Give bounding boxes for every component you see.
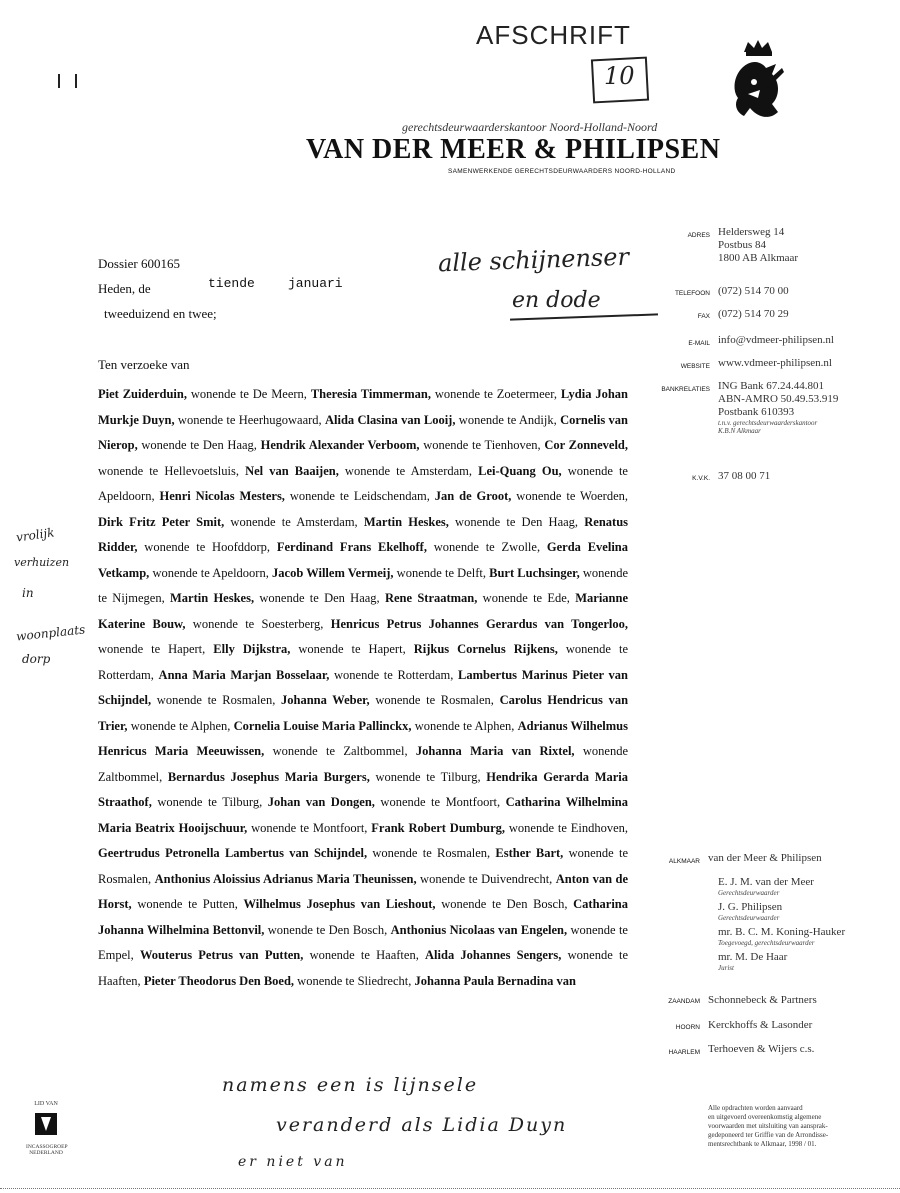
requester-name: Gerda Evelina Vetkamp, (98, 540, 629, 580)
requester-residence: wonende te Montfoort, (247, 820, 372, 835)
requester-name: Bernardus Josephus Maria Burgers, (167, 769, 370, 784)
firm-name: VAN DER MEER & PHILIPSEN (306, 134, 721, 165)
requester-name: Ferdinand Frans Ekelhoff, (276, 540, 427, 554)
logo-caption: INCASSOGROEP (26, 1144, 68, 1150)
bank-value (718, 380, 838, 435)
requester-name: Hendrika Gerarda Maria Straathof, (98, 769, 629, 809)
hoorn-label: HOORN (675, 1024, 700, 1031)
margin-note: in (22, 586, 34, 600)
incassogroep-logo (26, 1100, 66, 1156)
requester-name: Piet Zuiderduin, (98, 387, 187, 401)
footer-terms (708, 1104, 858, 1149)
requester-name: Carolus Hendricus van Trier, (98, 693, 629, 733)
scan-edge (0, 1188, 900, 1189)
bank-line: t.n.v. gerechtsdeurwaarderskantoor (718, 419, 818, 427)
requester-residence: wonende te Haaften, (98, 948, 628, 988)
alkmaar-name: van der Meer & Philipsen (708, 852, 822, 864)
requester-residence: wonende te Soesterberg, (185, 616, 331, 631)
requesters-paragraph (98, 382, 628, 994)
kvk-label: K.V.K. (692, 475, 710, 482)
requester-residence: wonende te Woerden, (511, 489, 628, 503)
adres-value (718, 226, 798, 265)
requester-name: Hendrik Alexander Verboom, (260, 438, 420, 452)
requester-residence: wonende te Hapert, (98, 642, 214, 656)
adres-line: Postbus 84 (718, 239, 766, 251)
requester-residence: wonende te Nijmegen, (98, 565, 629, 605)
partner-role: Toegevoegd, gerechtsdeurwaarder (718, 939, 815, 947)
request-label: Ten verzoeke van (98, 357, 190, 372)
requester-residence: wonende te Zoetermeer, (431, 387, 561, 401)
requester-residence: wonende te Den Haag, (448, 514, 585, 529)
requester-name: Theresia Timmerman, (310, 387, 432, 401)
adres-label: ADRES (687, 232, 710, 239)
bank-line: ING Bank 67.24.44.801 (718, 380, 825, 392)
website-label: WEBSITE (680, 363, 710, 370)
requester-name: Renatus Ridder, (98, 514, 629, 554)
requester-residence: wonende te Alphen, (127, 718, 234, 733)
requester-residence: wonende te Zaltbommel, (264, 744, 416, 758)
requester-name: Wilhelmus Josephus van Lieshout, (243, 897, 436, 911)
requester-residence: wonende te Eindhoven, (505, 820, 628, 835)
requester-name: Johanna Maria van Rixtel, (415, 744, 575, 758)
requester-name: Anton van de Horst, (98, 871, 628, 911)
requester-name: Cornelis van Nierop, (98, 412, 628, 452)
requester-residence: wonende te Apeldoorn, (98, 463, 628, 503)
requester-name: Cornelia Louise Maria Pallinckx, (233, 718, 412, 733)
partner-name: mr. M. De Haar (718, 951, 788, 963)
requester-residence: wonende te Duivendrecht, (416, 871, 556, 886)
requester-residence: wonende te Amsterdam, (338, 463, 479, 478)
partner-role: Gerechtsdeurwaarder (718, 914, 780, 922)
requester-residence: wonende te Hapert, (290, 642, 414, 656)
handwritten-underline (510, 313, 658, 320)
requester-residence: wonende te Rosmalen, (369, 693, 500, 707)
telefoon-label: TELEFOON (674, 290, 710, 297)
telefoon-value: (072) 514 70 00 (718, 285, 789, 297)
scan-mark (75, 74, 77, 88)
requester-name: Johanna Paula Bernadina van (414, 973, 577, 988)
requester-name: Burt Luchsinger, (489, 565, 580, 580)
heden-label: Heden, de (98, 281, 151, 296)
lion-crest-icon (724, 38, 788, 124)
requester-residence: wonende te Den Bosch, (435, 897, 574, 911)
requester-residence: wonende te Andijk, (455, 412, 561, 427)
terms-line: en uitgevoerd overeenkomstig algemene (708, 1113, 822, 1121)
email-value: info@vdmeer-philipsen.nl (718, 334, 834, 346)
requester-name: Esther Bart, (495, 846, 564, 860)
terms-line: voorwaarden met uitsluiting van aansprak- (708, 1122, 828, 1130)
zaandam-value: Schonnebeck & Partners (708, 994, 817, 1006)
requester-name: Pieter Theodorus Den Boed, (143, 973, 295, 988)
date-month: januari (288, 276, 343, 291)
margin-note: vrolijk (15, 525, 56, 545)
hoorn-value: Kerckhoffs & Lasonder (708, 1019, 813, 1031)
stamp-number: 10 (604, 62, 635, 90)
haarlem-value: Terhoeven & Wijers c.s. (708, 1043, 815, 1055)
email-label: E-MAIL (688, 340, 710, 347)
requester-residence: wonende te Alphen, (411, 718, 518, 733)
bank-line: Postbank 610393 (718, 406, 795, 418)
margin-note: dorp (22, 652, 51, 666)
partner-role: Gerechtsdeurwaarder (718, 889, 780, 897)
requester-residence: wonende te Hellevoetsluis, (98, 463, 246, 478)
requester-name: Anna Maria Marjan Bosselaar, (158, 667, 330, 682)
requester-name: Dirk Fritz Peter Smit, (98, 514, 225, 529)
requester-residence: wonende te Den Haag, (254, 591, 385, 605)
requester-name: Alida Clasina van Looij, (324, 412, 456, 427)
firm-tagline: gerechtsdeurwaarderskantoor Noord-Holland-Noord (402, 120, 658, 134)
bank-label: BANKRELATIES (661, 386, 710, 393)
requester-residence: wonende te Haaften, (303, 948, 426, 962)
scan-mark (58, 74, 60, 88)
partner-role: Jurist (718, 964, 734, 972)
margin-note: woonplaats (15, 622, 86, 644)
requester-residence: wonende te Rosmalen, (151, 693, 282, 707)
requester-residence: wonende te Tienhoven, (419, 438, 545, 452)
requester-name: Lei-Quang Ou, (478, 463, 562, 478)
requester-name: Geertrudus Petronella Lambertus van Schijndel, (98, 846, 368, 860)
margin-note: verhuizen (14, 556, 70, 569)
firm-subtitle: SAMENWERKENDE GERECHTSDEURWAARDERS NOORD-HOLLAND (448, 168, 676, 175)
requester-residence: wonende te Rotterdam, (329, 667, 459, 682)
requester-name: Johanna Weber, (281, 693, 370, 707)
requester-residence: wonende te Amsterdam, (224, 514, 364, 529)
requester-residence: wonende te Tilburg, (151, 795, 268, 809)
zaandam-label: ZAANDAM (668, 998, 700, 1005)
requester-residence: wonende te Apeldoorn, (149, 565, 273, 580)
requester-name: Rijkus Cornelus Rijkens, (413, 642, 558, 656)
requester-name: Johan van Dongen, (267, 795, 375, 809)
requester-name: Lambertus Marinus Pieter van Schijndel, (98, 667, 628, 707)
partner-name: mr. B. C. M. Koning-Hauker (718, 926, 846, 938)
requester-name: Rene Straatman, (384, 591, 478, 605)
requester-residence: wonende te Tilburg, (369, 769, 487, 784)
requester-residence: wonende te Ede, (477, 591, 576, 605)
requester-name: Frank Robert Dumburg, (371, 820, 506, 835)
dossier-number: Dossier 600165 (98, 256, 180, 271)
requester-name: Alida Johannes Sengers, (425, 948, 562, 962)
handwritten-note-bottom: veranderd als Lidia Duyn (276, 1114, 568, 1136)
date-day: tiende (208, 276, 255, 291)
incassogroep-logo-icon (31, 1109, 61, 1139)
alkmaar-label: ALKMAAR (668, 858, 700, 865)
requester-name: Adrianus Wilhelmus Henricus Maria Meeuwissen, (98, 718, 628, 758)
handwritten-note-bottom: namens een is lijnsele (222, 1074, 479, 1096)
requester-name: Jacob Willem Vermeij, (272, 565, 394, 580)
logo-caption: NEDERLAND (29, 1150, 63, 1156)
terms-line: Alle opdrachten worden aanvaard (708, 1104, 803, 1112)
requester-name: Anthonius Nicolaas van Engelen, (390, 922, 568, 937)
handwritten-note-bottom: er niet van (238, 1154, 348, 1170)
requester-residence: wonende te Rosmalen, (367, 846, 496, 860)
requester-residence: wonende te Rosmalen, (98, 846, 628, 886)
handwritten-note-top: alle schijnenser (437, 242, 630, 278)
partner-name: J. G. Philipsen (718, 901, 783, 913)
afschrift-stamp: AFSCHRIFT (476, 20, 631, 50)
bank-line: ABN-AMRO 50.49.53.919 (718, 393, 839, 405)
requester-residence: wonende te Den Haag, (137, 438, 261, 452)
requester-name: Martin Heskes, (170, 591, 255, 605)
terms-line: gedeponeerd ter Griffie van de Arrondisse- (708, 1131, 829, 1139)
requester-residence: wonende te De Meern, (186, 387, 311, 401)
requester-residence: wonende te Rotterdam, (98, 642, 629, 682)
requester-residence: wonende te Den Bosch, (264, 922, 391, 937)
requester-residence: wonende Zaltbommel, (98, 744, 628, 784)
requester-name: Henricus Petrus Johannes Gerardus van Tongerloo, (330, 616, 628, 631)
requester-name: Anthonius Aloissius Adrianus Maria Theunissen, (154, 871, 417, 886)
kvk-value: 37 08 00 71 (718, 470, 771, 482)
requester-name: Marianne Katerine Bouw, (98, 591, 628, 631)
adres-line: 1800 AB Alkmaar (718, 252, 799, 264)
requester-name: Cor Zonneveld, (544, 438, 629, 452)
requester-name: Catharina Wilhelmina Maria Beatrix Hooijschuur, (98, 795, 628, 835)
handwritten-note-top: en dode (512, 288, 601, 313)
requester-name: Nel van Baaijen, (245, 463, 339, 478)
requester-residence: wonende te Zwolle, (426, 540, 547, 554)
requester-residence: wonende te Hoofddorp, (137, 540, 277, 554)
requester-residence: wonende te Putten, (131, 897, 244, 911)
requester-residence: wonende te Sliedrecht, (294, 973, 415, 988)
fax-label: FAX (697, 313, 710, 320)
fax-value: (072) 514 70 29 (718, 308, 789, 320)
website-value: www.vdmeer-philipsen.nl (718, 357, 832, 369)
requester-name: Henri Nicolas Mesters, (159, 489, 285, 503)
requester-residence: wonende te Heerhugowaard, (174, 412, 325, 427)
logo-caption: LID VAN (34, 1101, 58, 1107)
requester-name: Elly Dijkstra, (213, 642, 291, 656)
adres-line: Heldersweg 14 (718, 226, 785, 238)
requester-residence: wonende te Montfoort, (374, 795, 506, 809)
date-year: tweeduizend en twee; (104, 306, 217, 321)
requester-residence: wonende te Empel, (98, 922, 628, 962)
requester-name: Jan de Groot, (434, 489, 512, 503)
requester-name: Martin Heskes, (363, 514, 449, 529)
haarlem-label: HAARLEM (668, 1049, 700, 1056)
partner-name: E. J. M. van der Meer (718, 876, 814, 888)
bank-line: K.B.N Alkmaar (718, 427, 761, 435)
partner-list (718, 876, 845, 972)
terms-line: mentsrechtbank te Alkmaar, 1998 / 01. (708, 1140, 817, 1148)
requester-name: Wouterus Petrus van Putten, (139, 948, 304, 962)
requester-residence: wonende te Leidschendam, (284, 489, 435, 503)
requester-name: Lydia Johan Murkje Duyn, (98, 387, 628, 427)
requester-name: Catharina Johanna Wilhelmina Bettonvil, (98, 897, 628, 937)
requester-residence: wonende te Delft, (393, 565, 490, 580)
